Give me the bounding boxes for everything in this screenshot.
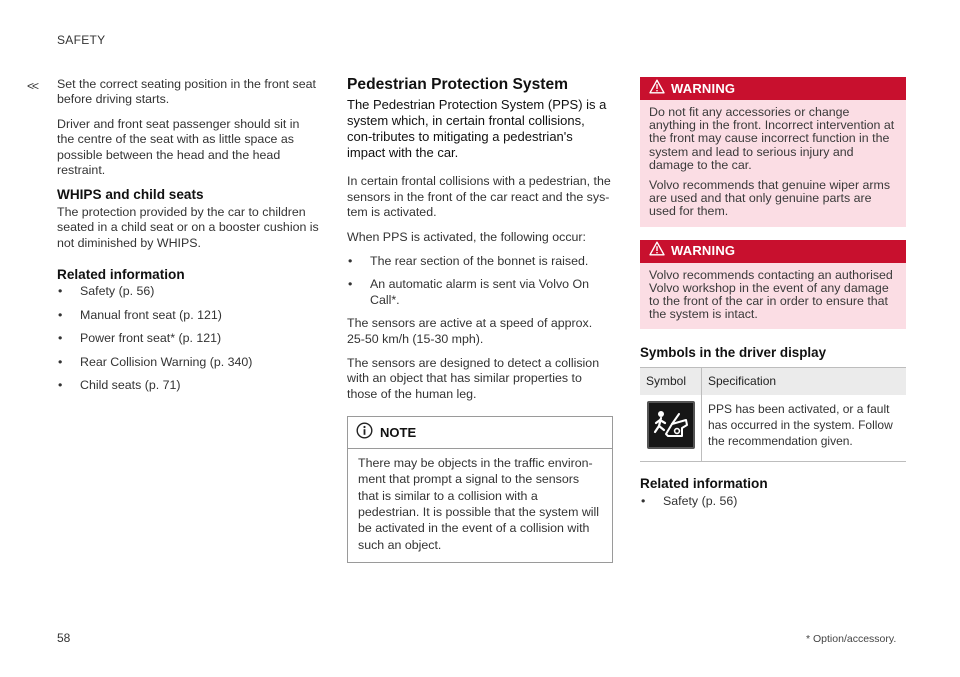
pps-paragraph-4: The sensors are designed to detect a collision with an object that has similar properties to those of the human leg. [347, 356, 600, 401]
pps-paragraph-2: When PPS is activated, the following occur: [347, 229, 586, 244]
related-info-heading: Related information [57, 267, 185, 283]
option-footnote: * Option/accessory. [806, 633, 897, 645]
info-icon [356, 422, 373, 443]
intro-paragraph-2: Driver and front seat passenger should sit in the centre of the seat with as little space as possible between the head and the head restraint. [57, 116, 300, 178]
warning-1-paragraph-2: Volvo recommends that genuine wiper arms are used and that only genuine parts are used for them. [649, 178, 891, 219]
page-number: 58 [57, 631, 71, 645]
warning-label-2: WARNING [671, 243, 736, 259]
symbol-cell [640, 395, 702, 462]
related-info-list [57, 284, 319, 393]
warning-triangle-icon [649, 79, 665, 98]
note-text: There may be objects in the traffic environ-ment that prompt a signal to the sensors that is similar to a collision with a pedestrian. It is possible that the system will be activated in the event of a collision with such an object. [358, 455, 600, 552]
warning-triangle-icon [649, 241, 665, 260]
note-box [347, 416, 613, 563]
table-row [640, 395, 906, 462]
warning-label-1: WARNING [671, 80, 736, 96]
warning-2-paragraph-1: Volvo recommends contacting an authorised Volvo workshop in the event of any damage to the front of the car in order to ensure that the system is intact. [649, 267, 893, 322]
warning-header-1 [640, 77, 906, 100]
related-link-manual-front-seat[interactable]: • Manual front seat (p. 121) [57, 308, 319, 323]
intro-paragraph-1: Set the correct seating position in the front seat before driving starts. [57, 77, 316, 107]
warning-body-1 [640, 100, 906, 227]
warning-1-paragraph-1: Do not fit any accessories or change anything in the front. Incorrect intervention at the front may cause incorrect function in the system and lead to serious injury and damage to the car. [649, 105, 895, 172]
column-middle [347, 77, 613, 563]
whips-heading: WHIPS and child seats [57, 187, 204, 203]
column-header-specification: Specification [702, 367, 907, 395]
note-label: NOTE [380, 425, 417, 441]
specification-cell: PPS has been activated, or a fault has occurred in the system. Follow the recommendation given. [702, 395, 907, 462]
note-header [348, 417, 612, 448]
related-link-safety[interactable]: • Safety (p. 56) [57, 284, 319, 299]
pps-lead: The Pedestrian Protection System (PPS) is a system which, in certain frontal collisions, con-tributes to mitigating a pedestrian's impact with the car. [347, 97, 607, 161]
pps-paragraph-1: In certain frontal collisions with a pedestrian, the sensors in the front of the car react and the sys-tem is activated. [347, 174, 611, 220]
warning-header-2 [640, 240, 906, 263]
related-info-heading-2: Related information [640, 476, 768, 492]
column-left [57, 77, 319, 402]
pps-effects-list [347, 254, 613, 308]
warning-body-2 [640, 263, 906, 330]
pps-effect-item: • The rear section of the bonnet is raised. [347, 254, 613, 269]
column-header-symbol: Symbol [640, 367, 702, 395]
pps-paragraph-3: The sensors are active at a speed of approx. 25-50 km/h (15-30 mph). [347, 316, 593, 346]
warning-box-2 [640, 240, 906, 330]
table-header-row [640, 367, 906, 395]
warning-box-1 [640, 77, 906, 227]
symbols-heading: Symbols in the driver display [640, 345, 827, 361]
pps-effect-item: • An automatic alarm is sent via Volvo On Call*. [347, 277, 613, 308]
section-header: SAFETY [57, 33, 106, 47]
back-arrows-icon[interactable]: << [27, 79, 38, 93]
pps-warning-icon [647, 401, 695, 449]
symbols-table [640, 367, 906, 462]
whips-paragraph: The protection provided by the car to children seated in a child seat or on a booster cushion is not diminished by WHIPS. [57, 204, 319, 250]
related-link-child-seats[interactable]: • Child seats (p. 71) [57, 378, 319, 393]
column-right [640, 77, 906, 517]
related-info-list-2 [640, 494, 906, 509]
pps-title: Pedestrian Protection System [347, 76, 568, 93]
related-link-power-front-seat[interactable]: • Power front seat* (p. 121) [57, 331, 319, 346]
related-link-rear-collision-warning[interactable]: • Rear Collision Warning (p. 340) [57, 355, 319, 370]
related-link-safety-2[interactable]: • Safety (p. 56) [640, 494, 906, 509]
